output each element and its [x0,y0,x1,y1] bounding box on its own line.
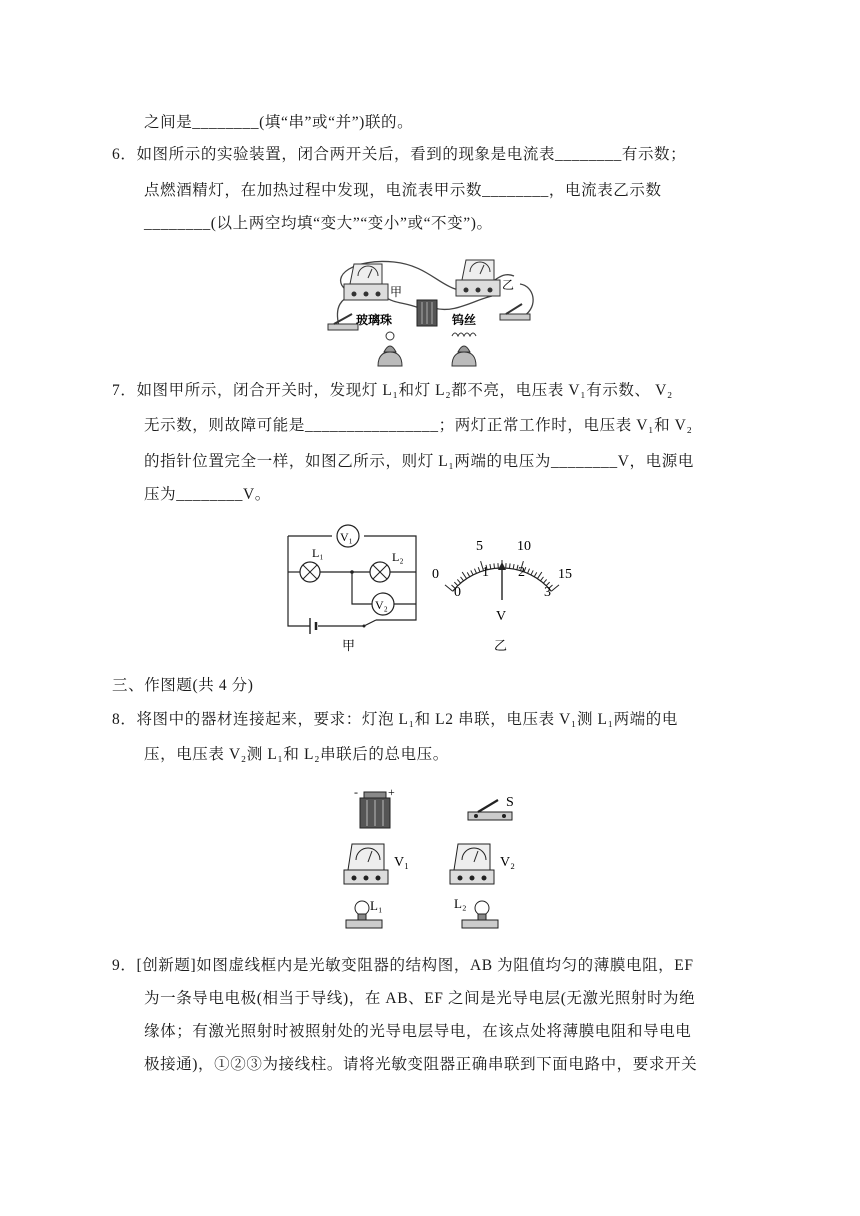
dial-tick [445,585,453,591]
q7-voltmeter-dial-figure [430,522,580,652]
dial-tick [537,572,541,579]
dial-tick [471,570,473,574]
v2-label: V₂ [375,598,388,612]
battery-icon [360,792,390,828]
outer-tick-5: 5 [476,539,483,554]
v2-label: V₂ [500,855,515,870]
voltmeter-v2-icon [450,844,494,884]
outer-tick-0: 0 [432,567,439,582]
dial-tick [543,579,546,583]
q7-line-4: 压为________V。 [144,486,271,503]
q9-line-3: 缘体；有激光照射时被照射处的光导电层导电，在该点处将薄膜电阻和导电电 [144,1023,692,1040]
dial-tick [478,567,480,572]
battery-minus-label: - [354,786,358,799]
dial-tick [534,572,537,576]
outer-tick-10: 10 [517,539,531,554]
pointer-label: V [496,609,507,624]
q7-line-2: 无示数，则故障可能是________________；两灯正常工作时，电压表 V₁和 V₂ [144,417,693,434]
q6-line-3: ________(以上两空均填“变大”“变小”或“不变”)。 [144,215,493,232]
q9-line-2: 为一条导电电极(相当于导线)，在 AB、EF 之间是光导电层(无激光照射时为绝 [144,990,696,1007]
inner-tick-3: 3 [544,585,551,600]
dial-tick [551,585,559,591]
dial-tick [461,577,464,581]
l1-label: L₁ [312,546,324,560]
v1-label: V₁ [394,855,409,870]
dial-tick [490,564,491,569]
q8-line-2: 压，电压表 V₂测 L₁和 L₂串联后的总电压。 [144,746,449,763]
q5-tail-line: 之间是________(填“串”或“并”)联的。 [144,114,414,131]
dial-tick [467,572,470,576]
q7-circuit-figure [284,522,424,652]
ammeter-b-label: 乙 [502,278,515,292]
section-3-heading: 三、作图题(共 4 分) [112,677,254,694]
lamp-l2-icon [462,901,498,928]
alcohol-lamp-left-icon [378,346,402,366]
ammeter-a-label: 甲 [390,285,403,299]
dial-tick [528,569,530,574]
dial-tick [494,563,495,568]
tungsten-label: 钨丝 [452,313,477,327]
inner-tick-2: 2 [518,565,525,580]
dial-tick [457,579,460,583]
switch-right-icon [500,304,530,320]
ammeter-b-icon [456,260,500,296]
q9-line-1: 9．[创新题]如图虚线框内是光敏变阻器的结构图，AB 为阻值均匀的薄膜电阻，EF [112,957,694,974]
dial-tick [513,564,514,569]
q8-components-figure [330,786,530,936]
q7-line-1: 7．如图甲所示，闭合开关时，发现灯 L₁和灯 L₂都不亮，电压表 V₁有示数、 V₂ [112,382,673,399]
inner-tick-1: 1 [482,565,489,580]
v1-label: V₁ [340,530,353,544]
switch-left-icon [328,314,358,330]
l2-label: L₂ [392,550,404,564]
ammeter-a-icon [344,264,388,300]
dial-tick [474,569,476,574]
switch-label: S [506,795,514,810]
l2-label: L₂ [454,896,467,911]
q8-line-1: 8．将图中的器材连接起来，要求：灯泡 L₁和 L2 串联，电压表 V₁测 L₁两端的电 [112,711,678,728]
battery-icon [417,300,437,326]
glass-bead-label: 玻璃珠 [356,313,393,327]
q6-experiment-figure [324,256,544,374]
outer-tick-15: 15 [558,567,572,582]
dial-tick [531,570,533,574]
dial-tick [462,572,466,579]
dial-tick [540,577,543,581]
dial-caption: 乙 [494,638,508,652]
l1-label: L₁ [370,898,383,913]
alcohol-lamp-right-icon [452,346,476,366]
q7-line-3: 的指针位置完全一样，如图乙所示，则灯 L₁两端的电压为________V，电源电 [144,453,694,470]
q6-line-2: 点燃酒精灯，在加热过程中发现，电流表甲示数________，电流表乙示数 [144,182,662,199]
voltmeter-v1-icon [344,844,388,884]
inner-tick-0: 0 [454,585,461,600]
q9-line-4: 极接通)，①②③为接线柱。请将光敏变阻器正确串联到下面电路中，要求开关 [144,1056,698,1073]
circuit-caption: 甲 [342,638,356,652]
q6-line-1: 6．如图所示的实验装置，闭合两开关后，看到的现象是电流表________有示数； [112,146,687,163]
battery-plus-label: + [388,786,395,799]
dial-tick [509,563,510,568]
